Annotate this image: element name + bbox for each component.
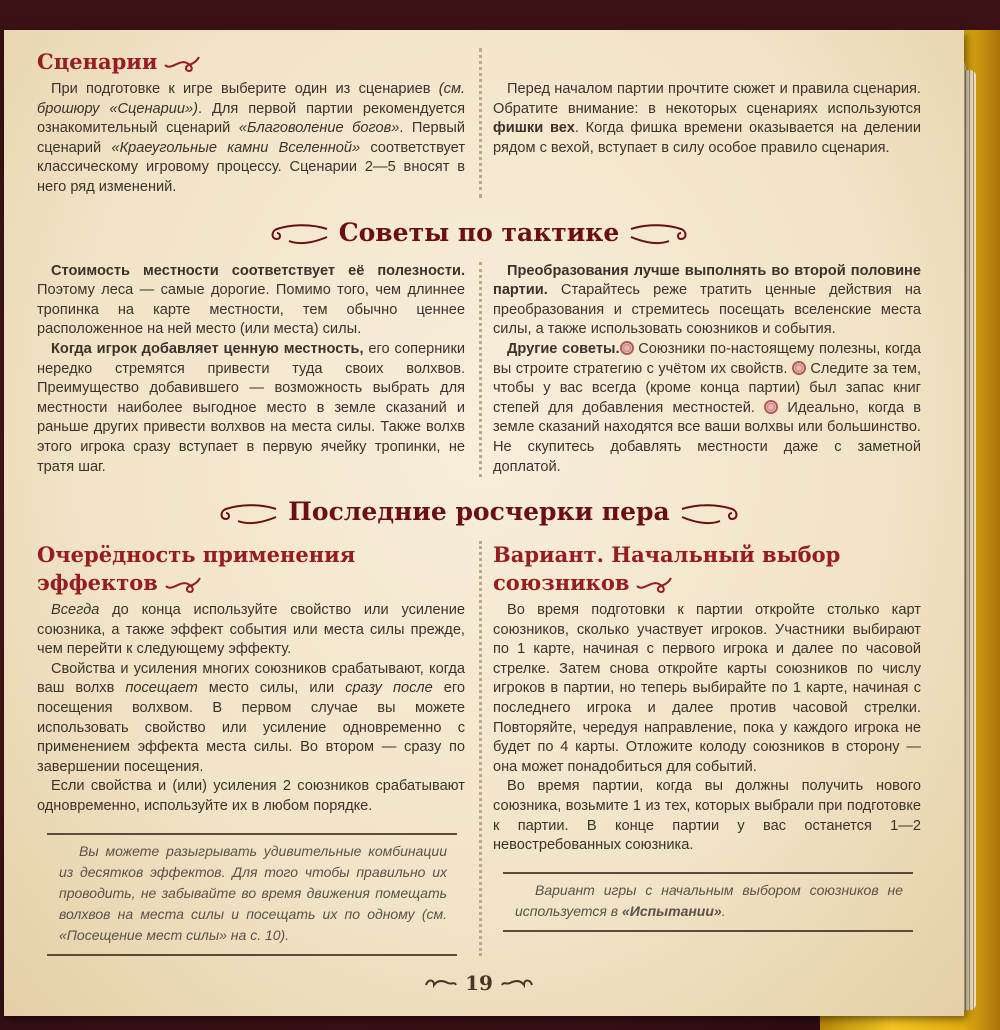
paragraph bbox=[493, 777, 921, 855]
text-segment: Следите за тем, чтобы у вас всегда (кроме конца партии) был запас книг степей для добавления местностей. bbox=[493, 360, 921, 416]
text-segment: Союзники по-настоящему полезны, когда вы строите стратегию с учётом их свойств. bbox=[493, 340, 921, 377]
text-segment: «Краеугольные камни Вселенной» bbox=[111, 139, 361, 156]
title-text: Советы по тактике bbox=[338, 217, 620, 247]
text-segment: . Первый сценарий bbox=[37, 120, 465, 156]
text-segment: сразу после bbox=[345, 680, 433, 697]
text-segment: «Испытании» bbox=[621, 902, 722, 919]
paragraph bbox=[37, 80, 465, 198]
text-segment: Другие советы. bbox=[507, 340, 620, 357]
left-column bbox=[37, 48, 465, 198]
paragraph bbox=[493, 80, 921, 158]
page-number-text: 19 bbox=[465, 970, 493, 995]
right-flourish-icon bbox=[500, 977, 534, 991]
text-segment: Перед началом партии прочтите сюжет и правила сценария. Обратите внимание: в некоторых сценариях используются bbox=[493, 81, 921, 117]
text-segment: Идеально, когда в земле сказаний находятся все ваши волхвы или большинство. Не скупитесь добавлять местности даже с заметной доплатой. bbox=[493, 399, 922, 475]
text-segment: фишки вех bbox=[493, 120, 575, 137]
paragraph bbox=[493, 340, 921, 477]
text-segment: Вы можете разыгрывать удивительные комбинации из десятков эффектов. Для того чтобы правильно их проводить, не забывайте во время движения помещать волхвов на места силы и посещать их по одному (см. «Посещение мест силы» на с. 10). bbox=[59, 842, 447, 943]
tactics-section bbox=[37, 262, 921, 478]
text-segment: его посещения волхвом. В первом случае вы можете использовать свойство или усиление одновременно с применением эффекта места силы. Во втором — сразу по завершении посещения. bbox=[37, 680, 465, 775]
paragraph bbox=[515, 880, 903, 922]
left-flourish-icon bbox=[218, 501, 278, 527]
paragraph bbox=[37, 601, 465, 660]
heading-line: Вариант. Начальный выбор bbox=[493, 542, 841, 568]
final-strokes-title bbox=[37, 495, 921, 529]
paragraph bbox=[37, 340, 465, 477]
paragraph bbox=[37, 660, 465, 778]
text-segment: Во время партии, когда вы должны получить нового союзника, возьмите 1 из тех, которых выбрали при подготовке к партии. В конце партии у вас останется 1—2 невостребованных союзника. bbox=[493, 778, 921, 854]
right-flourish-icon bbox=[629, 221, 689, 247]
text-segment: Преобразования лучше выполнять во второй половине партии. bbox=[493, 262, 921, 299]
text-segment: (см. брошюру «Сценарии») bbox=[37, 81, 465, 117]
heading-line: союзников bbox=[493, 570, 630, 596]
text-segment: Вариант игры с начальным выбором союзников не используется в bbox=[515, 881, 903, 919]
text-segment: «Благоволение богов» bbox=[238, 120, 400, 137]
left-column bbox=[37, 262, 465, 478]
bullet-emblem-icon bbox=[764, 400, 778, 414]
rulebook-page bbox=[4, 30, 964, 1016]
text-segment: . Для первой партии рекомендуется ознакомительный сценарий bbox=[37, 100, 465, 137]
text-segment: Если свойства и (или) усиления 2 союзников срабатывают одновременно, используйте их в любом порядке. bbox=[37, 778, 465, 815]
swirl-ornament-icon bbox=[163, 55, 201, 73]
variant-heading bbox=[493, 541, 921, 597]
paragraph bbox=[37, 262, 465, 340]
right-column bbox=[479, 48, 921, 198]
text-segment: Стоимость местности соответствует её полезности. bbox=[51, 262, 465, 279]
text-segment: . Когда фишка времени оказывается на делении рядом с вехой, вступает в силу особое правило сценария. bbox=[493, 120, 921, 156]
variant-note bbox=[503, 872, 913, 932]
bullet-emblem-icon bbox=[792, 361, 806, 375]
right-flourish-icon bbox=[680, 501, 740, 527]
effects-order-note bbox=[47, 833, 457, 956]
right-column bbox=[479, 262, 921, 478]
page-number bbox=[37, 970, 921, 996]
text-segment: посещает bbox=[125, 680, 198, 697]
title-text: Последние росчерки пера bbox=[288, 497, 670, 527]
text-segment: При подготовке к игре выберите один из сценариев bbox=[51, 81, 439, 97]
text-segment: до конца используйте свойство или усиление союзника, а также эффект события или места силы прежде, чем перейти к следующему эффекту. bbox=[37, 602, 465, 658]
heading-line: эффектов bbox=[37, 570, 158, 596]
paragraph bbox=[493, 601, 921, 777]
tactics-left-text bbox=[37, 262, 465, 478]
paragraph bbox=[37, 777, 465, 816]
final-section bbox=[37, 541, 921, 956]
scenarios-heading bbox=[37, 48, 465, 76]
swirl-ornament-icon bbox=[164, 576, 202, 594]
paragraph bbox=[59, 841, 447, 946]
scenarios-right-text bbox=[493, 80, 921, 158]
heading-line: Очерёдность применения bbox=[37, 542, 356, 568]
text-segment: Всегда bbox=[51, 602, 100, 619]
paragraph bbox=[493, 262, 921, 340]
effects-order-heading bbox=[37, 541, 465, 597]
text-segment: место силы, или bbox=[197, 680, 346, 697]
text-segment: Поэтому леса — самые дорогие. Помимо того, чем длиннее тропинка на карте местности, тем обычно ценнее расположенное на ней место (или места) силы. bbox=[37, 282, 465, 338]
tactics-right-text bbox=[493, 262, 921, 478]
text-segment: Когда игрок добавляет ценную местность, bbox=[51, 340, 364, 357]
text-segment: соответствует классическому игровому процессу. Сценарии 2—5 вносят в него ряд изменений. bbox=[37, 139, 465, 195]
text-segment: Свойства и усиления многих союзников срабатывают, когда ваш волхв bbox=[37, 660, 465, 697]
left-flourish-icon bbox=[269, 221, 329, 247]
effects-order-text bbox=[37, 601, 465, 817]
scenarios-left-text bbox=[37, 80, 465, 198]
text-segment: . bbox=[721, 902, 726, 919]
swirl-ornament-icon bbox=[635, 576, 673, 594]
heading-text: Сценарии bbox=[37, 49, 158, 74]
scenarios-section bbox=[37, 48, 921, 198]
text-segment: Старайтесь реже тратить ценные действия на преобразования и стремитесь посещать вселенские места силы, а также использовать союзников и события. bbox=[493, 282, 921, 338]
left-flourish-icon bbox=[424, 977, 458, 991]
tactics-title bbox=[37, 216, 921, 250]
text-segment: Во время подготовки к партии откройте столько карт союзников, сколько участвует игроков. Участники выбирают по 1 карте, начиная с первого игрока и далее по часовой стрелке. Затем снова откройте карты союзников по числу игроков в партии, но теперь выбирайте по 1 карте, начиная с последнего игрока и далее против часовой стрелки. Повторяйте, чередуя направление, пока у каждого игрока не будет по 4 карты. Отложите колоду союзников в сторону — она может понадобиться для событий. bbox=[493, 602, 921, 775]
left-column bbox=[37, 541, 465, 956]
right-column bbox=[479, 541, 921, 956]
variant-text bbox=[493, 601, 921, 856]
text-segment: его соперники нередко стремятся привести туда своих волхвов. Преимущество добавившего — возможность выбрать для местности наиболее выгодное место в земле сказаний и раньше других привести волхвов на места силы. Также волхв этого игрока сразу вступает в первую ячейку тропинки, не тратя шаг. bbox=[37, 340, 465, 475]
bullet-emblem-icon bbox=[620, 341, 634, 355]
